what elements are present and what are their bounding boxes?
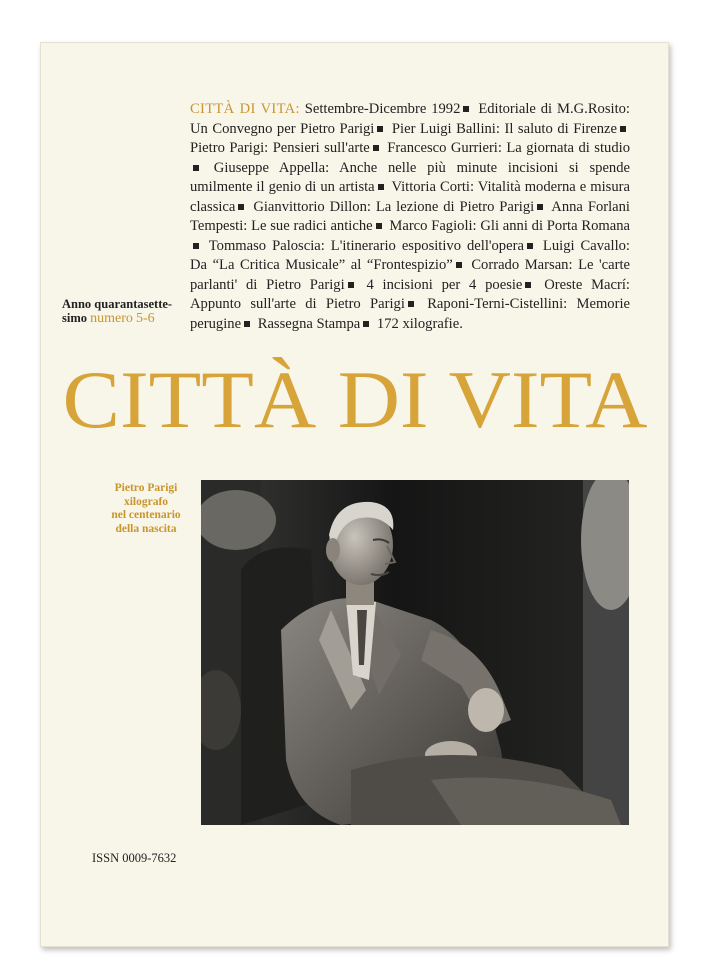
- separator-square-icon: [378, 184, 384, 190]
- contents-lead: CITTÀ DI VITA:: [190, 101, 300, 117]
- contents-item: 4 incisioni per 4 poesie: [366, 276, 523, 293]
- contents-item: Marco Fagioli: Gli anni di Porta Romana: [389, 218, 630, 234]
- subtitle-line: nel centenario: [111, 509, 181, 521]
- contents-item: Corrado Marsan: Le 'carte parlanti' di Pietro Parigi: [190, 257, 630, 293]
- portrait-illustration: [201, 480, 629, 825]
- separator-square-icon: [408, 301, 414, 307]
- separator-square-icon: [348, 282, 354, 288]
- separator-square-icon: [244, 321, 250, 327]
- separator-square-icon: [363, 321, 369, 327]
- issue-info: [62, 297, 192, 326]
- subtitle-line: xilografo: [123, 495, 169, 508]
- separator-square-icon: [193, 243, 199, 249]
- contents-item: Raponi-Terni-Cistellini: Memorie perugine: [190, 296, 630, 332]
- separator-square-icon: [525, 282, 531, 288]
- contents-item: Tommaso Paloscia: L'itinerario espositivo dell'opera: [208, 237, 524, 254]
- contents-item: 172 xilografie.: [376, 315, 463, 332]
- separator-square-icon: [620, 126, 626, 132]
- contents-item: Gianvittorio Dillon: La lezione di Pietro Parigi: [253, 198, 535, 215]
- separator-square-icon: [527, 243, 533, 249]
- separator-square-icon: [373, 145, 379, 151]
- contents-item: Rassegna Stampa: [257, 315, 361, 332]
- masthead-svg: [55, 355, 655, 445]
- separator-square-icon: [456, 262, 462, 268]
- issue-number: 5-6: [136, 311, 155, 326]
- issn-number: ISSN 0009-7632: [92, 851, 177, 865]
- separator-square-icon: [463, 106, 469, 112]
- subtitle: [96, 482, 196, 536]
- issue-number-label: numero: [90, 311, 133, 326]
- separator-square-icon: [193, 165, 199, 171]
- separator-square-icon: [377, 126, 383, 132]
- contents-item: Oreste Macrí: Appunto sull'arte di Pietro Parigi: [190, 276, 630, 312]
- separator-square-icon: [238, 204, 244, 210]
- separator-square-icon: [376, 223, 382, 229]
- separator-square-icon: [537, 204, 543, 210]
- contents-item: Pietro Parigi: Pensieri sull'arte: [190, 140, 370, 156]
- subtitle-line: della nascita: [115, 522, 177, 535]
- contents-item: Vittoria Corti: Vitalità moderna e misura classica: [190, 179, 630, 215]
- subtitle-line: Pietro Parigi: [114, 482, 178, 494]
- contents-item: Pier Luigi Ballini: Il saluto di Firenze: [391, 120, 617, 137]
- portrait-photo: [201, 480, 629, 825]
- contents-item: Francesco Gurrieri: La giornata di studio: [387, 140, 630, 156]
- contents-item: Luigi Cavallo: Da “La Critica Musicale” al “Frontespizio”: [190, 237, 630, 273]
- contents-item: Settembre-Dicembre 1992: [304, 101, 461, 117]
- contents-item: Anna Forlani Tempesti: Le sue radici antiche: [190, 198, 630, 234]
- contents-item: Editoriale di M.G.Rosito: Un Convegno per Pietro Parigi: [190, 101, 630, 137]
- contents-item: Giuseppe Appella: Anche nelle più minute incisioni si spende umilmente il genio di un artista: [190, 159, 630, 195]
- masthead-title: CITTÀ DI VITA: [62, 355, 648, 445]
- table-of-contents: [190, 100, 630, 334]
- issue-year: Anno quarantasette-simo: [62, 297, 173, 325]
- masthead: [55, 355, 655, 445]
